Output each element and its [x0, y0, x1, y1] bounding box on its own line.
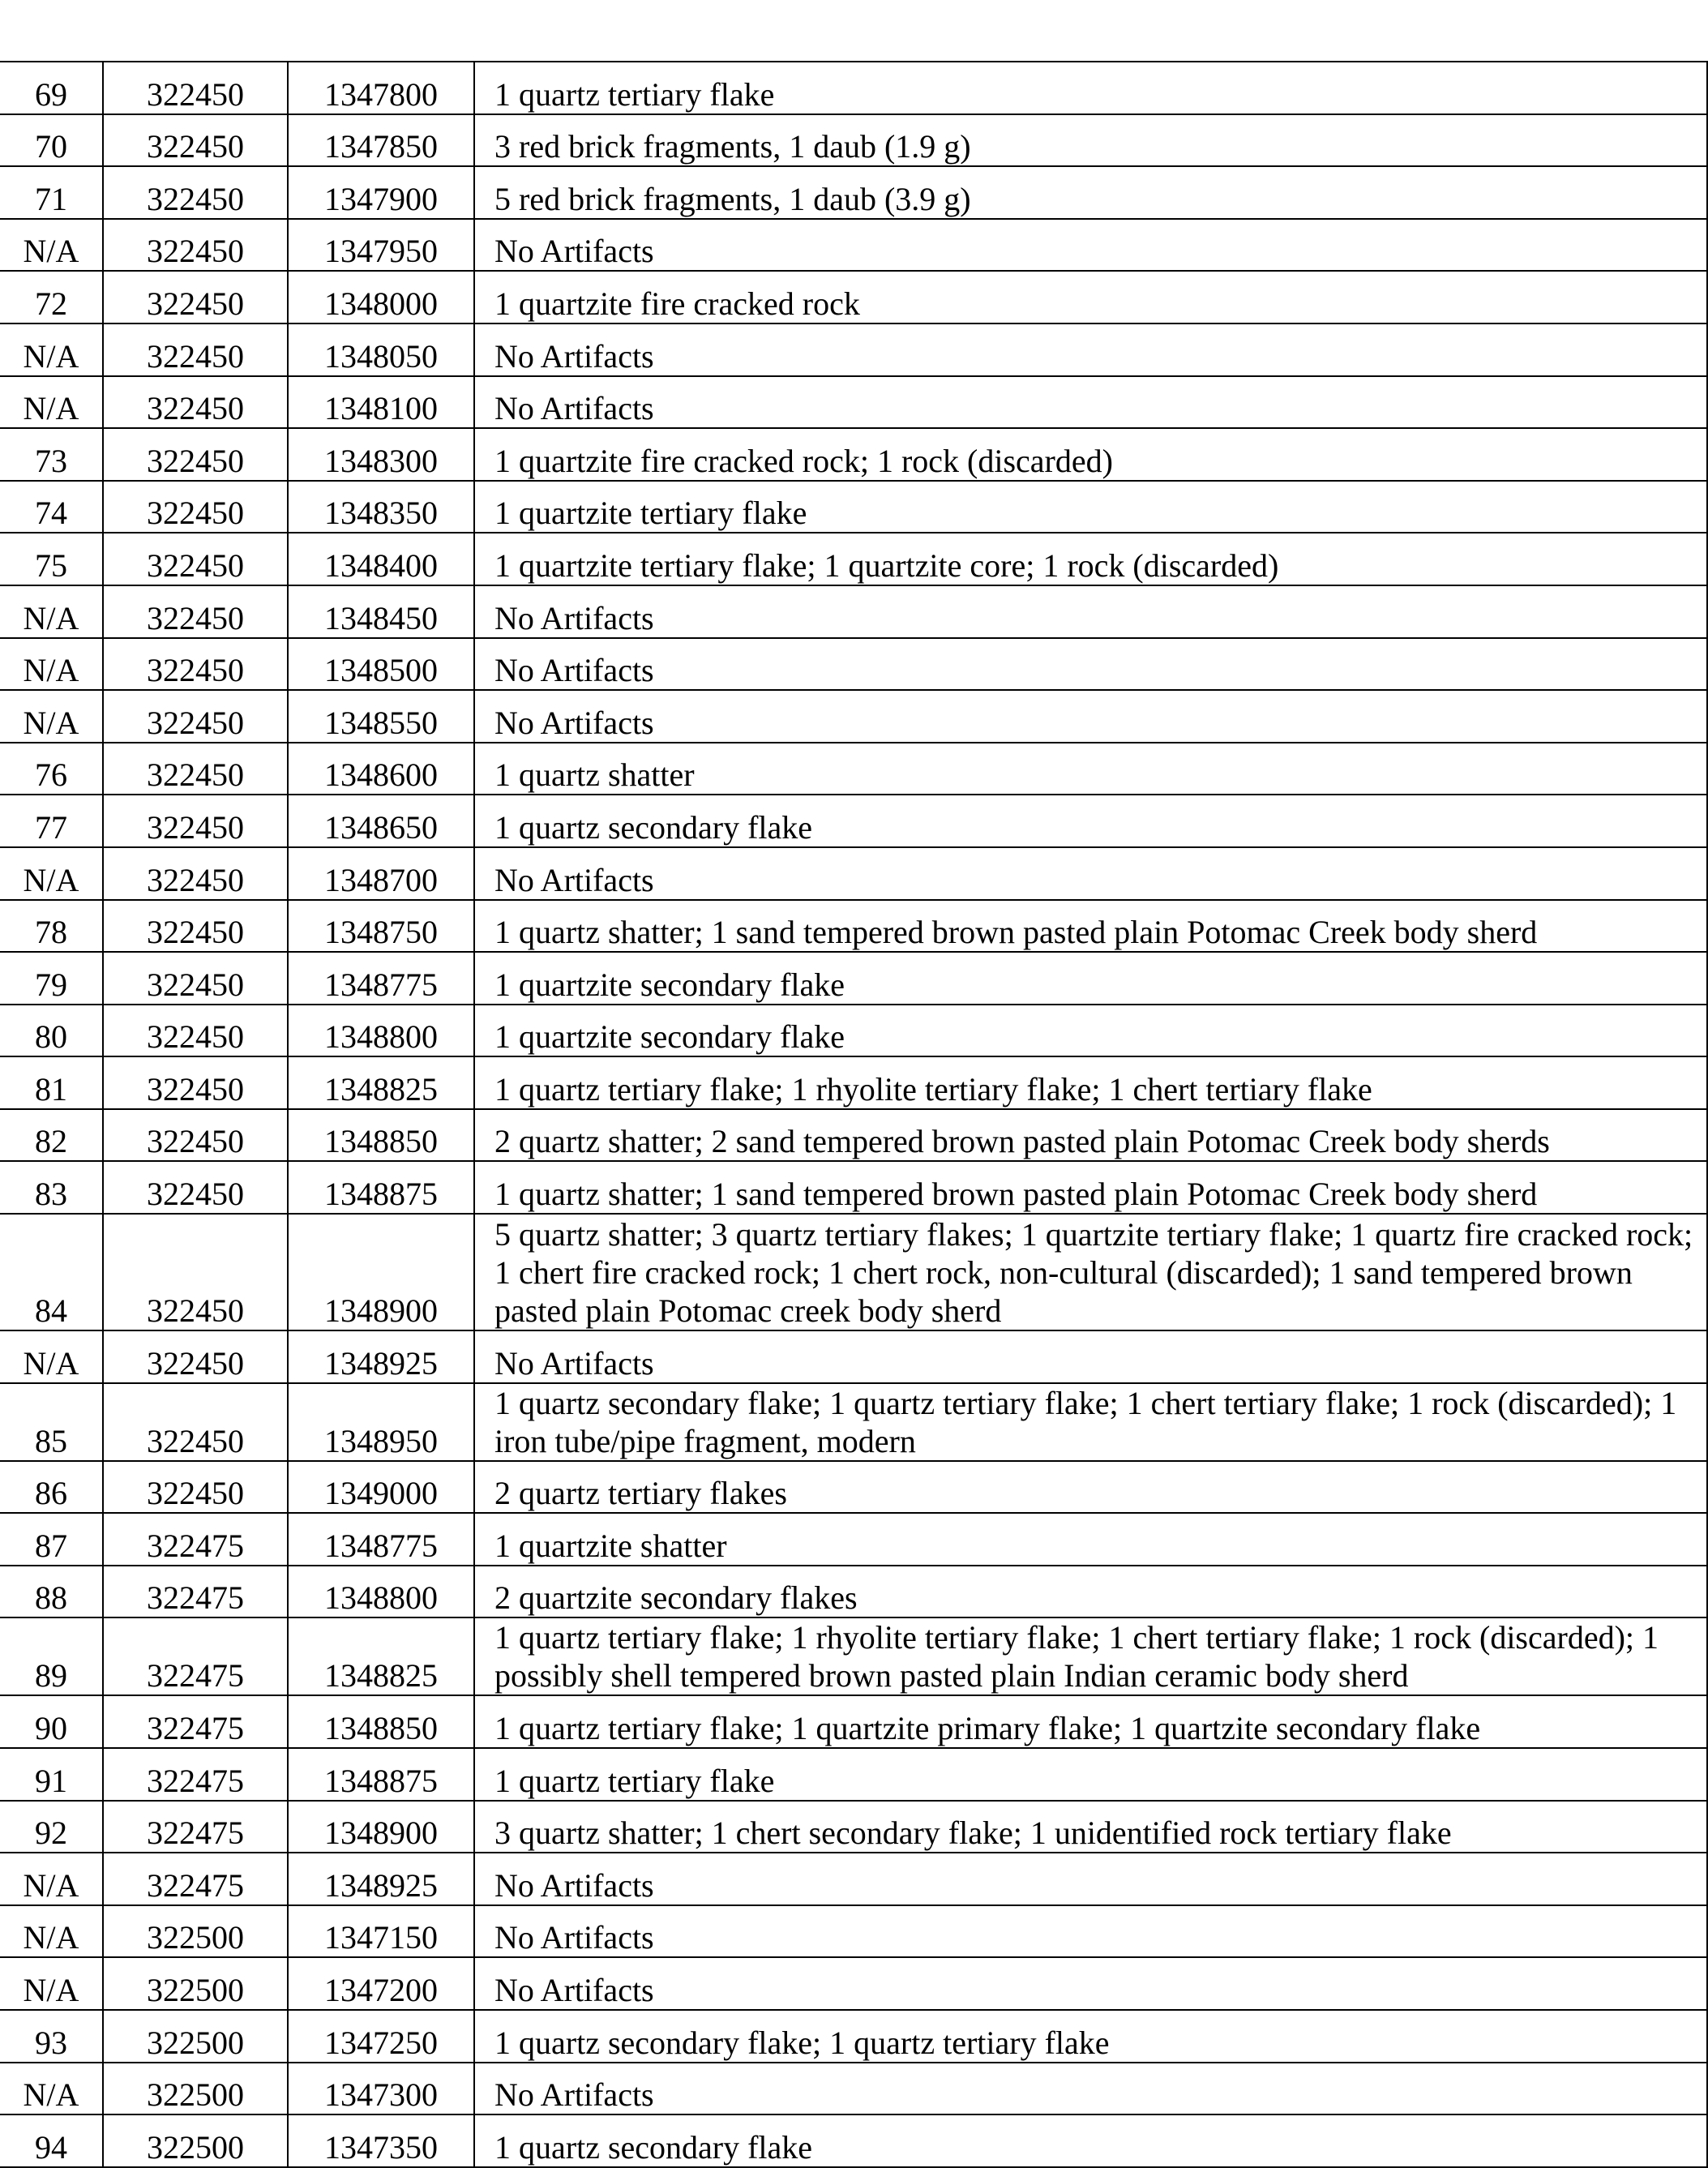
northing-cell: 1348900 [288, 1801, 474, 1853]
easting-cell: 322450 [103, 900, 288, 953]
easting-cell: 322450 [103, 1161, 288, 1214]
artifact-table-body [0, 62, 1707, 2167]
artifact-description-cell: 5 red brick fragments, 1 daub (3.9 g) [474, 166, 1707, 219]
easting-cell: 322450 [103, 1383, 288, 1461]
catalog-number-cell: 71 [0, 166, 103, 219]
artifact-description-cell: 1 quartz shatter; 1 sand tempered brown pasted plain Potomac Creek body sherd [474, 1161, 1707, 1214]
table-row [0, 847, 1707, 900]
northing-cell: 1348850 [288, 1695, 474, 1748]
artifact-description-cell: No Artifacts [474, 585, 1707, 638]
catalog-number-cell: 87 [0, 1513, 103, 1566]
catalog-number-cell: 89 [0, 1617, 103, 1695]
catalog-number-cell: 91 [0, 1748, 103, 1801]
easting-cell: 322475 [103, 1695, 288, 1748]
catalog-number-cell: 92 [0, 1801, 103, 1853]
table-row [0, 323, 1707, 376]
northing-cell: 1347300 [288, 2063, 474, 2115]
artifact-description-cell: 1 quartzite tertiary flake; 1 quartzite core; 1 rock (discarded) [474, 533, 1707, 585]
northing-cell: 1348650 [288, 795, 474, 847]
easting-cell: 322475 [103, 1801, 288, 1853]
northing-cell: 1348900 [288, 1214, 474, 1330]
table-row [0, 1056, 1707, 1109]
table-row [0, 271, 1707, 323]
easting-cell: 322450 [103, 847, 288, 900]
table-row [0, 690, 1707, 743]
catalog-number-cell: 94 [0, 2114, 103, 2167]
catalog-number-cell: 85 [0, 1383, 103, 1461]
easting-cell: 322450 [103, 585, 288, 638]
table-row [0, 114, 1707, 167]
table-row [0, 1161, 1707, 1214]
catalog-number-cell: 70 [0, 114, 103, 167]
artifact-description-cell: 2 quartzite secondary flakes [474, 1566, 1707, 1618]
table-row [0, 1461, 1707, 1514]
artifact-description-cell: 1 quartz tertiary flake [474, 1748, 1707, 1801]
artifact-description-cell: 3 red brick fragments, 1 daub (1.9 g) [474, 114, 1707, 167]
easting-cell: 322500 [103, 2114, 288, 2167]
artifact-description-cell: 5 quartz shatter; 3 quartz tertiary flakes; 1 quartzite tertiary flake; 1 quartz fire cracked rock; 1 chert fire cracked rock; 1 chert rock, non-cultural (discarded); 1 sand tempered brown pasted plain Potomac creek body sherd [474, 1214, 1707, 1330]
easting-cell: 322450 [103, 533, 288, 585]
table-row [0, 952, 1707, 1005]
easting-cell: 322450 [103, 690, 288, 743]
table-row [0, 795, 1707, 847]
artifact-description-cell: 1 quartz secondary flake; 1 quartz tertiary flake; 1 chert tertiary flake; 1 rock (discarded); 1 iron tube/pipe fragment, modern [474, 1383, 1707, 1461]
table-row [0, 1513, 1707, 1566]
northing-cell: 1347250 [288, 2010, 474, 2063]
easting-cell: 322475 [103, 1748, 288, 1801]
table-row [0, 1566, 1707, 1618]
easting-cell: 322450 [103, 1461, 288, 1514]
table-row [0, 533, 1707, 585]
northing-cell: 1348100 [288, 376, 474, 429]
artifact-description-cell: 1 quartz tertiary flake; 1 rhyolite tertiary flake; 1 chert tertiary flake [474, 1056, 1707, 1109]
table-row [0, 1383, 1707, 1461]
table-row [0, 900, 1707, 953]
artifact-description-cell: 1 quartz secondary flake [474, 795, 1707, 847]
easting-cell: 322450 [103, 62, 288, 114]
easting-cell: 322450 [103, 1056, 288, 1109]
northing-cell: 1348925 [288, 1330, 474, 1383]
easting-cell: 322450 [103, 1330, 288, 1383]
catalog-number-cell: N/A [0, 1853, 103, 1905]
northing-cell: 1348825 [288, 1056, 474, 1109]
artifact-description-cell: 1 quartzite secondary flake [474, 1005, 1707, 1057]
table-row [0, 585, 1707, 638]
artifact-table-container [0, 61, 1708, 2168]
table-row [0, 1109, 1707, 1162]
table-row [0, 166, 1707, 219]
northing-cell: 1348750 [288, 900, 474, 953]
northing-cell: 1348875 [288, 1161, 474, 1214]
table-row [0, 62, 1707, 114]
catalog-number-cell: 86 [0, 1461, 103, 1514]
easting-cell: 322450 [103, 219, 288, 272]
artifact-description-cell: No Artifacts [474, 1905, 1707, 1958]
artifact-description-cell: 2 quartz shatter; 2 sand tempered brown pasted plain Potomac Creek body sherds [474, 1109, 1707, 1162]
easting-cell: 322500 [103, 1905, 288, 1958]
artifact-description-cell: 1 quartz tertiary flake; 1 rhyolite tertiary flake; 1 chert tertiary flake; 1 rock (discarded); 1 possibly shell tempered brown pasted plain Indian ceramic body sherd [474, 1617, 1707, 1695]
easting-cell: 322450 [103, 795, 288, 847]
catalog-number-cell: N/A [0, 2063, 103, 2115]
northing-cell: 1348400 [288, 533, 474, 585]
table-row [0, 638, 1707, 691]
easting-cell: 322450 [103, 166, 288, 219]
catalog-number-cell: N/A [0, 1957, 103, 2010]
northing-cell: 1347850 [288, 114, 474, 167]
northing-cell: 1348875 [288, 1748, 474, 1801]
easting-cell: 322450 [103, 1005, 288, 1057]
catalog-number-cell: 90 [0, 1695, 103, 1748]
northing-cell: 1348775 [288, 1513, 474, 1566]
artifact-description-cell: 1 quartz secondary flake [474, 2114, 1707, 2167]
northing-cell: 1348350 [288, 481, 474, 533]
artifact-description-cell: 1 quartzite fire cracked rock; 1 rock (discarded) [474, 428, 1707, 481]
table-row [0, 1801, 1707, 1853]
table-row [0, 1957, 1707, 2010]
artifact-description-cell: No Artifacts [474, 1957, 1707, 2010]
easting-cell: 322500 [103, 1957, 288, 2010]
northing-cell: 1348925 [288, 1853, 474, 1905]
northing-cell: 1348850 [288, 1109, 474, 1162]
artifact-description-cell: No Artifacts [474, 376, 1707, 429]
northing-cell: 1348775 [288, 952, 474, 1005]
artifact-description-cell: No Artifacts [474, 1330, 1707, 1383]
artifact-description-cell: 1 quartz shatter [474, 743, 1707, 795]
table-row [0, 1905, 1707, 1958]
artifact-description-cell: 1 quartz shatter; 1 sand tempered brown pasted plain Potomac Creek body sherd [474, 900, 1707, 953]
catalog-number-cell: 77 [0, 795, 103, 847]
northing-cell: 1348000 [288, 271, 474, 323]
table-row [0, 1617, 1707, 1695]
table-row [0, 376, 1707, 429]
table-row [0, 2114, 1707, 2167]
northing-cell: 1348800 [288, 1005, 474, 1057]
table-row [0, 219, 1707, 272]
northing-cell: 1348600 [288, 743, 474, 795]
table-row [0, 2063, 1707, 2115]
table-row [0, 1695, 1707, 1748]
catalog-number-cell: 93 [0, 2010, 103, 2063]
easting-cell: 322450 [103, 1109, 288, 1162]
catalog-number-cell: 88 [0, 1566, 103, 1618]
artifact-description-cell: No Artifacts [474, 323, 1707, 376]
northing-cell: 1348500 [288, 638, 474, 691]
catalog-number-cell: N/A [0, 323, 103, 376]
catalog-number-cell: 79 [0, 952, 103, 1005]
easting-cell: 322450 [103, 271, 288, 323]
catalog-number-cell: N/A [0, 376, 103, 429]
catalog-number-cell: 69 [0, 62, 103, 114]
artifact-description-cell: No Artifacts [474, 847, 1707, 900]
northing-cell: 1347900 [288, 166, 474, 219]
northing-cell: 1348050 [288, 323, 474, 376]
catalog-number-cell: N/A [0, 690, 103, 743]
northing-cell: 1348800 [288, 1566, 474, 1618]
northing-cell: 1347200 [288, 1957, 474, 2010]
northing-cell: 1347350 [288, 2114, 474, 2167]
catalog-number-cell: N/A [0, 585, 103, 638]
catalog-number-cell: 75 [0, 533, 103, 585]
easting-cell: 322475 [103, 1853, 288, 1905]
table-row [0, 2010, 1707, 2063]
easting-cell: 322450 [103, 743, 288, 795]
catalog-number-cell: 78 [0, 900, 103, 953]
catalog-number-cell: 83 [0, 1161, 103, 1214]
easting-cell: 322500 [103, 2010, 288, 2063]
catalog-number-cell: N/A [0, 638, 103, 691]
northing-cell: 1348825 [288, 1617, 474, 1695]
artifact-description-cell: 2 quartz tertiary flakes [474, 1461, 1707, 1514]
table-row [0, 481, 1707, 533]
northing-cell: 1349000 [288, 1461, 474, 1514]
artifact-description-cell: 1 quartz tertiary flake; 1 quartzite primary flake; 1 quartzite secondary flake [474, 1695, 1707, 1748]
artifact-description-cell: 1 quartz secondary flake; 1 quartz tertiary flake [474, 2010, 1707, 2063]
catalog-number-cell: 76 [0, 743, 103, 795]
catalog-number-cell: N/A [0, 1330, 103, 1383]
table-row [0, 1330, 1707, 1383]
table-row [0, 1214, 1707, 1330]
artifact-description-cell: 1 quartzite fire cracked rock [474, 271, 1707, 323]
northing-cell: 1347150 [288, 1905, 474, 1958]
easting-cell: 322450 [103, 323, 288, 376]
catalog-number-cell: N/A [0, 847, 103, 900]
artifact-description-cell: 1 quartz tertiary flake [474, 62, 1707, 114]
easting-cell: 322450 [103, 481, 288, 533]
northing-cell: 1348450 [288, 585, 474, 638]
catalog-number-cell: 84 [0, 1214, 103, 1330]
easting-cell: 322450 [103, 638, 288, 691]
easting-cell: 322475 [103, 1566, 288, 1618]
artifact-description-cell: No Artifacts [474, 1853, 1707, 1905]
northing-cell: 1347950 [288, 219, 474, 272]
easting-cell: 322450 [103, 428, 288, 481]
catalog-number-cell: 74 [0, 481, 103, 533]
easting-cell: 322500 [103, 2063, 288, 2115]
artifact-description-cell: No Artifacts [474, 690, 1707, 743]
table-row [0, 1005, 1707, 1057]
easting-cell: 322450 [103, 1214, 288, 1330]
easting-cell: 322475 [103, 1513, 288, 1566]
northing-cell: 1347800 [288, 62, 474, 114]
artifact-description-cell: 1 quartzite shatter [474, 1513, 1707, 1566]
table-row [0, 743, 1707, 795]
catalog-number-cell: 82 [0, 1109, 103, 1162]
easting-cell: 322450 [103, 114, 288, 167]
table-row [0, 1853, 1707, 1905]
table-row [0, 1748, 1707, 1801]
artifact-table [0, 61, 1708, 2168]
easting-cell: 322450 [103, 952, 288, 1005]
catalog-number-cell: 81 [0, 1056, 103, 1109]
catalog-number-cell: 73 [0, 428, 103, 481]
catalog-number-cell: N/A [0, 1905, 103, 1958]
northing-cell: 1348950 [288, 1383, 474, 1461]
easting-cell: 322450 [103, 376, 288, 429]
northing-cell: 1348550 [288, 690, 474, 743]
catalog-number-cell: 80 [0, 1005, 103, 1057]
easting-cell: 322475 [103, 1617, 288, 1695]
artifact-description-cell: 1 quartzite tertiary flake [474, 481, 1707, 533]
catalog-number-cell: 72 [0, 271, 103, 323]
artifact-description-cell: No Artifacts [474, 2063, 1707, 2115]
northing-cell: 1348300 [288, 428, 474, 481]
artifact-description-cell: 1 quartzite secondary flake [474, 952, 1707, 1005]
northing-cell: 1348700 [288, 847, 474, 900]
artifact-description-cell: No Artifacts [474, 638, 1707, 691]
catalog-number-cell: N/A [0, 219, 103, 272]
artifact-description-cell: 3 quartz shatter; 1 chert secondary flake; 1 unidentified rock tertiary flake [474, 1801, 1707, 1853]
artifact-description-cell: No Artifacts [474, 219, 1707, 272]
table-row [0, 428, 1707, 481]
